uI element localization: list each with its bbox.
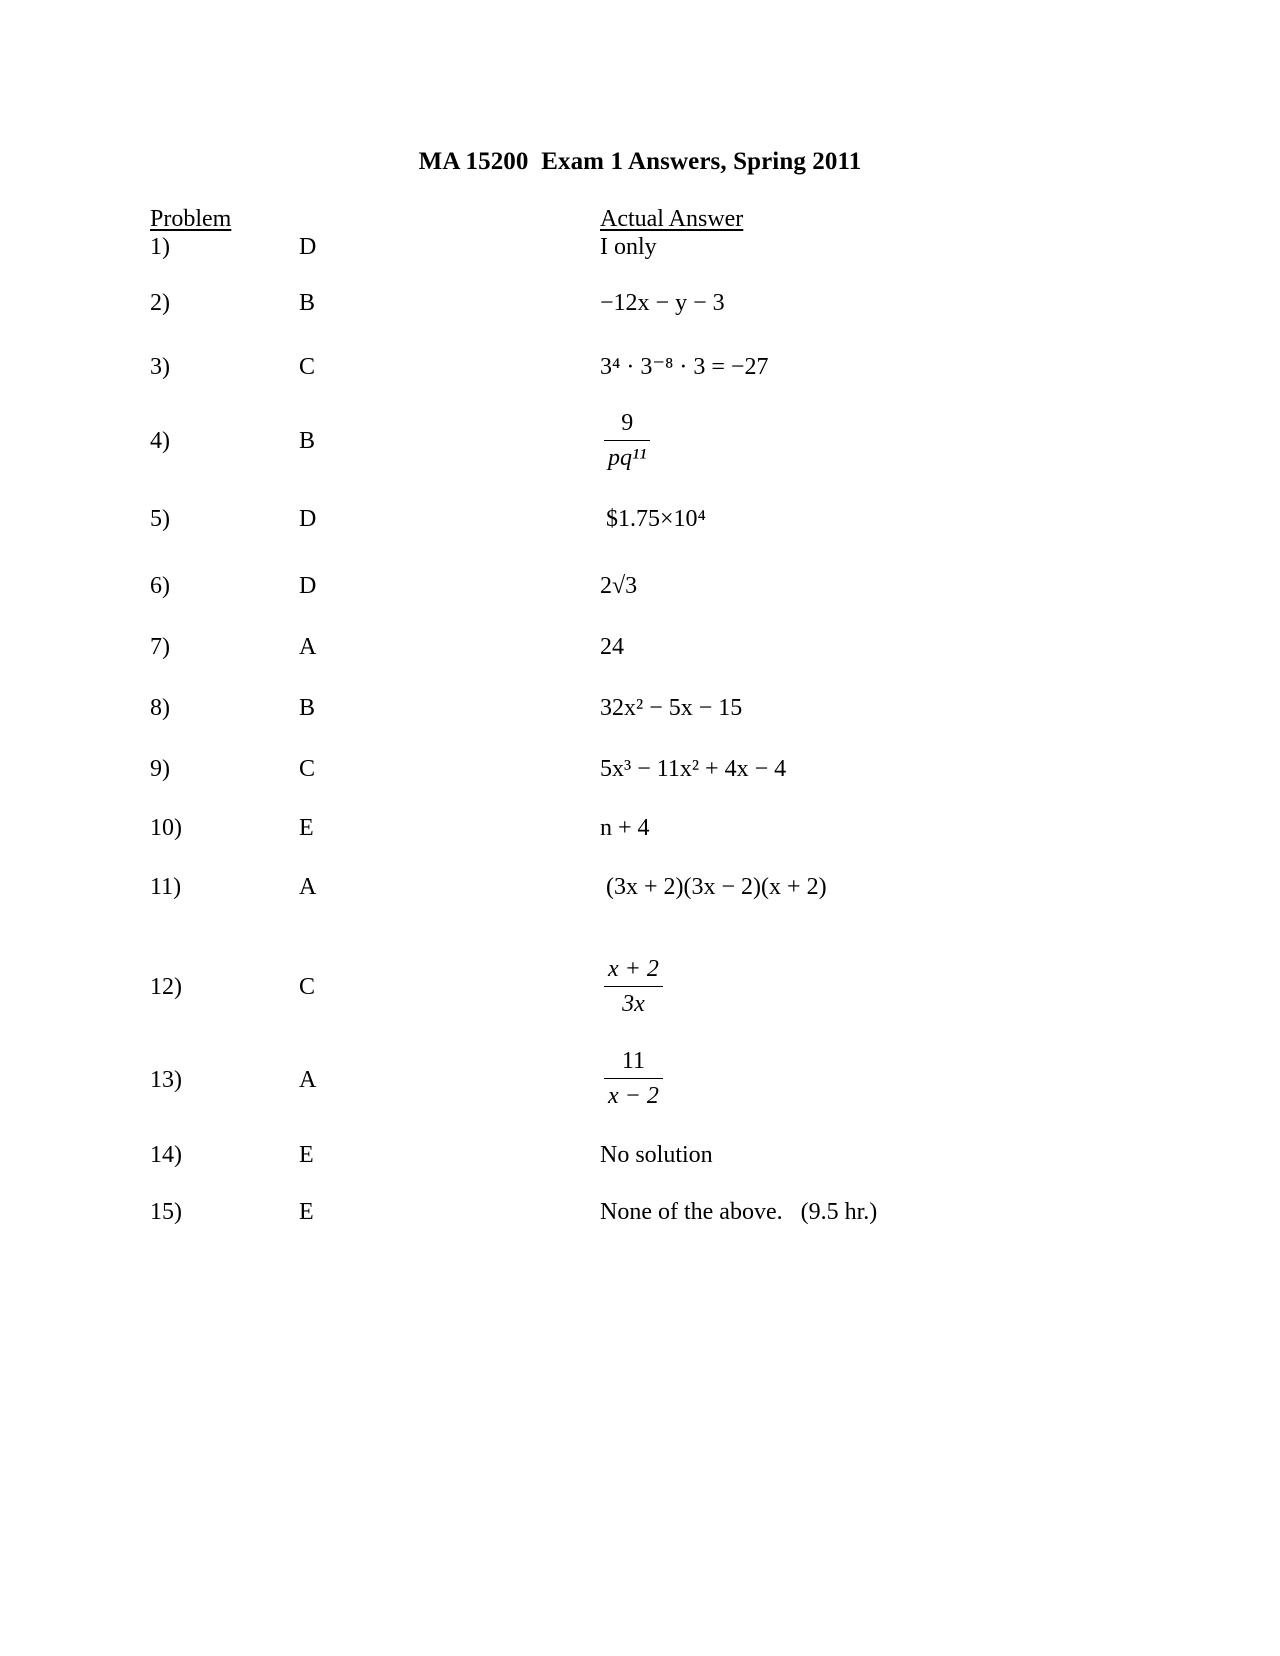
answer-row bbox=[0, 288, 1280, 328]
fraction-numerator: 9 bbox=[604, 408, 650, 441]
actual-answer: I only bbox=[600, 234, 657, 260]
problem-number: 14) bbox=[150, 1142, 182, 1168]
answer-letter: A bbox=[299, 1067, 317, 1093]
answer-letter: E bbox=[299, 1142, 314, 1168]
actual-answer: (3x + 2)(3x − 2)(x + 2) bbox=[606, 874, 827, 900]
problem-number: 12) bbox=[150, 974, 182, 1000]
answer-row bbox=[0, 632, 1280, 672]
answer-letter: D bbox=[299, 573, 317, 599]
answer-letter: C bbox=[299, 974, 316, 1000]
answer-letter: C bbox=[299, 354, 316, 380]
fraction-answer bbox=[604, 408, 650, 473]
actual-answer: 32x² − 5x − 15 bbox=[600, 695, 743, 721]
problem-number: 7) bbox=[150, 634, 170, 660]
answer-row bbox=[0, 571, 1280, 611]
actual-answer: n + 4 bbox=[600, 815, 650, 841]
problem-number: 8) bbox=[150, 695, 170, 721]
answer-letter: E bbox=[299, 1199, 314, 1225]
answer-row bbox=[0, 1140, 1280, 1180]
problem-number: 13) bbox=[150, 1067, 182, 1093]
answer-letter: B bbox=[299, 428, 316, 454]
fraction-denominator: 3x bbox=[622, 991, 645, 1017]
problem-column-header: Problem bbox=[150, 206, 232, 232]
fraction-answer bbox=[604, 1046, 663, 1111]
answer-letter: C bbox=[299, 756, 316, 782]
answer-row bbox=[0, 813, 1280, 853]
actual-answer: 5x³ − 11x² + 4x − 4 bbox=[600, 756, 787, 782]
problem-number: 4) bbox=[150, 428, 170, 454]
problem-number: 5) bbox=[150, 506, 170, 532]
answer-letter: D bbox=[299, 234, 317, 260]
page-title: MA 15200 Exam 1 Answers, Spring 2011 bbox=[418, 148, 862, 175]
answer-letter: A bbox=[299, 634, 317, 660]
actual-answer: 3⁴ · 3⁻⁸ · 3 = −27 bbox=[600, 354, 769, 380]
actual-answer: No solution bbox=[600, 1142, 713, 1168]
fraction-answer bbox=[604, 954, 663, 1019]
actual-answer: None of the above. (9.5 hr.) bbox=[600, 1199, 878, 1225]
answer-row bbox=[0, 1197, 1280, 1237]
answer-row bbox=[0, 504, 1280, 544]
actual-answer: −12x − y − 3 bbox=[600, 290, 725, 316]
actual-answer: $1.75×10⁴ bbox=[606, 506, 706, 532]
answer-letter: B bbox=[299, 290, 316, 316]
problem-number: 15) bbox=[150, 1199, 182, 1225]
actual-answer: 2√3 bbox=[600, 573, 638, 599]
fraction-numerator: x + 2 bbox=[604, 954, 663, 987]
problem-number: 3) bbox=[150, 354, 170, 380]
actual-answer: 24 bbox=[600, 634, 624, 660]
answer-letter: A bbox=[299, 874, 317, 900]
answer-row bbox=[0, 232, 1280, 272]
problem-number: 2) bbox=[150, 290, 170, 316]
answer-letter: E bbox=[299, 815, 314, 841]
answer-letter: D bbox=[299, 506, 317, 532]
fraction-denominator: pq¹¹ bbox=[608, 445, 647, 471]
answer-row bbox=[0, 754, 1280, 794]
actual-answer-column-header: Actual Answer bbox=[600, 206, 744, 232]
problem-number: 10) bbox=[150, 815, 182, 841]
problem-number: 9) bbox=[150, 756, 170, 782]
problem-number: 1) bbox=[150, 234, 170, 260]
answer-row bbox=[0, 352, 1280, 392]
answer-letter: B bbox=[299, 695, 316, 721]
answer-row bbox=[0, 872, 1280, 912]
problem-number: 6) bbox=[150, 573, 170, 599]
problem-number: 11) bbox=[150, 874, 182, 900]
fraction-numerator: 11 bbox=[604, 1046, 663, 1079]
answer-row bbox=[0, 693, 1280, 733]
fraction-denominator: x − 2 bbox=[608, 1083, 659, 1109]
